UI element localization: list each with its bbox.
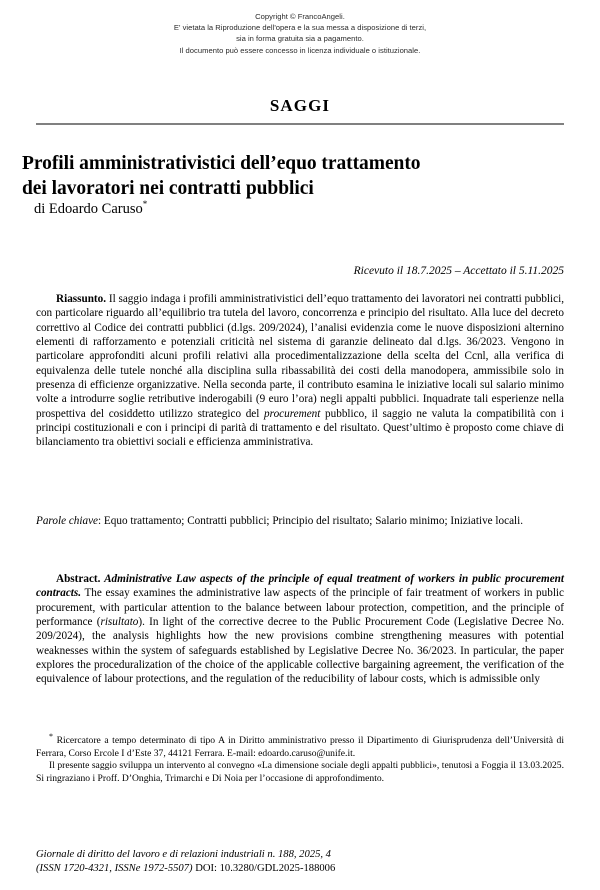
abstract-italian-label: Riassunto.	[56, 293, 107, 305]
author-byline	[34, 200, 147, 218]
keywords-label: Parole chiave	[36, 515, 99, 527]
abstract-english-italic-1: risultato	[100, 616, 139, 629]
abstract-english-label: Abstract.	[56, 573, 101, 585]
copyright-line-1: Copyright © FrancoAngeli.	[255, 12, 345, 21]
copyright-line-4: Il documento può essere concesso in licenza individuale o istituzionale.	[179, 45, 421, 55]
author-name: di Edoardo Caruso	[34, 201, 143, 217]
abstract-italian-text-1: Il saggio indaga i profili amministrativistici dell’equo trattamento dei lavoratori nei contratti pubblici, con particolare riguardo all’equilibrio tra tutela del lavoro, concorrenza e principio del risultato. Alla luce del decreto correttivo al Codice dei contratti pubblici (d.lgs. 209/2024), l’analisi evidenzia come le nuove disposizioni alternino elementi di rafforzamento e potenziali criticità nel sistema di garanzie delineato dal d.lgs. 36/2023. Vengono in particolare approfonditi alcuni profili relativi alla procedimentalizzazione della scelta del Ccnl, alla verifica di equivalenza delle tutele nonché alla disciplina sulla ribassabilità dei costi della manodopera, ammissibile solo in presenza di efficienze organizzative. Nella seconda parte, il contributo esamina le iniziative locali sul salario minimo volte a introdurre soglie retributive inderogabili (9 euro l’ora) negli appalti pubblici. Inquadrate tali esperienze nella prospettiva del cosiddetto utilizzo strategico del	[36, 293, 565, 420]
journal-citation	[36, 848, 564, 876]
title-line-1: Profili amministrativistici dell’equo trattamento	[22, 153, 421, 175]
abstract-italian-paragraph	[36, 292, 564, 450]
copyright-line-3: sia in forma gratuita sia a pagamento.	[236, 34, 364, 44]
journal-doi: DOI: 10.3280/GDL2025-188006	[192, 863, 336, 874]
abstract-italian-italic-1: procurement	[264, 407, 321, 420]
keywords-block	[36, 514, 564, 528]
abstract-english-text-2: ). In light of the corrective decree to the Public Procurement Code (Legislative Decree No. 209/2024), the analysis highlights how the new provisions combine strengthening measures with potential weaknesses within the system of safeguards established by Legislative Decree No. 36/2023. In particular, the paper explores the proceduralization of the choice of the applicable collective bargaining agreement, the verification of the equivalence of labour protections, and the regulation of the reducibility of labour costs, which is admissible only	[36, 616, 564, 686]
section-heading: SAGGI	[269, 96, 331, 115]
keywords-paragraph	[36, 514, 564, 528]
journal-issn-doi	[36, 862, 564, 876]
footnote-affiliation	[36, 731, 564, 760]
abstract-english-text-1: The essay examines the administrative law aspects of the principle of fair treatment of workers in public procurement, with particular attention to the balance between labour protection, competition, and the principle of performance (	[36, 587, 564, 629]
abstract-english-title: Administrative Law aspects of the principle of equal treatment of workers in public procurement contracts.	[36, 573, 564, 600]
page-title	[22, 151, 567, 201]
title-line-2: dei lavoratori nei contratti pubblici	[22, 178, 314, 200]
footnote-marker: *	[49, 731, 53, 741]
abstract-english	[36, 572, 564, 687]
copyright-notice	[0, 11, 600, 56]
footnote-affiliation-text: Ricercatore a tempo determinato di tipo A in Diritto amministrativo presso il Dipartimento di Giurisprudenza dell’Università di Ferrara, Corso Ercole I d’Este 37, 44121 Ferrara. E-mail: edoardo.caruso@unife.it.	[36, 735, 564, 759]
abstract-italian-text-2: pubblico, il saggio ne valuta la compatibilità con i principi costituzionali e con i principi di parità di trattamento e del risultato. Quest’ultimo è proposto come chiave di bilanciamento tra obiettivi sociali e efficienza amministrativa.	[36, 407, 564, 449]
abstract-italian	[36, 292, 564, 450]
header-divider	[36, 123, 564, 125]
received-accepted-dates: Ricevuto il 18.7.2025 – Accettato il 5.11.2025	[353, 265, 564, 277]
footnote-acknowledgment: Il presente saggio sviluppa un intervento al convegno «La dimensione sociale degli appalti pubblici», tenutosi a Foggia il 13.03.2025. Si ringraziano i Proff. D’Onghia, Trimarchi e Di Noia per l’occasione di approfondimento.	[36, 760, 564, 784]
copyright-line-2: E' vietata la Riproduzione dell'opera e la sua messa a disposizione di terzi,	[173, 23, 427, 33]
journal-name-issue: Giornale di diritto del lavoro e di relazioni industriali n. 188, 2025, 4	[36, 849, 331, 860]
keywords-text: : Equo trattamento; Contratti pubblici; Principio del risultato; Salario minimo; Iniziative locali.	[98, 515, 524, 527]
journal-issn: (ISSN 1720-4321, ISSNe 1972-5507)	[36, 863, 193, 874]
abstract-english-paragraph	[36, 572, 564, 687]
author-footnote-marker: *	[142, 199, 148, 210]
footnote-block	[36, 731, 564, 785]
